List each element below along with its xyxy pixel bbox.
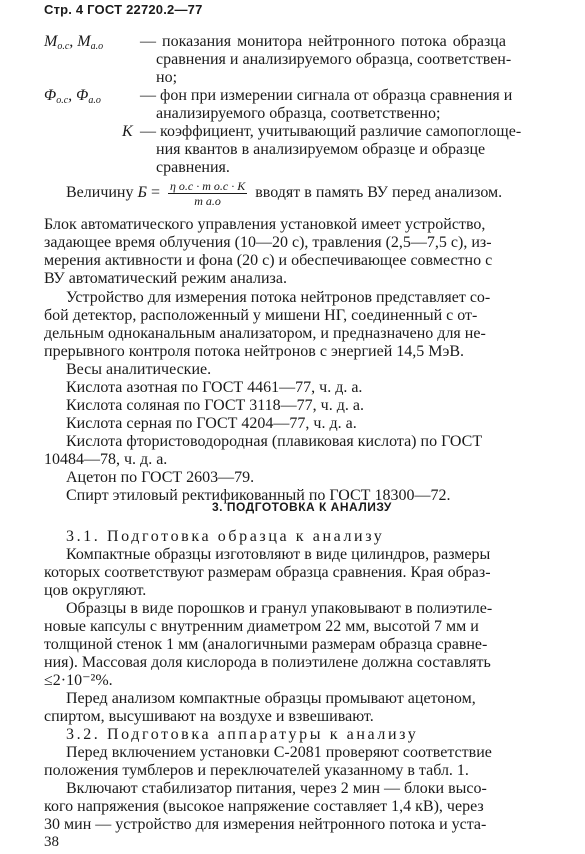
definition-text-line: но;: [156, 69, 178, 86]
body-line: ВУ автоматический режим анализа.: [44, 270, 287, 287]
body-line: Кислота соляная по ГОСТ 3118—77, ч. д. а.: [66, 397, 364, 414]
body-line: Ацетон по ГОСТ 2603—79.: [66, 469, 255, 486]
subsection-heading: 3.2. Подготовка аппаратуры к анализу: [66, 726, 419, 743]
body-line: Образцы в виде порошков и гранул упаковывают в полиэтиле-: [66, 600, 493, 617]
body-line: 10484—78, ч. д. а.: [44, 451, 168, 468]
body-line: 30 мин — устройство для измерения нейтронного потока и уста-: [44, 816, 487, 833]
definition-text-line: — показания монитора нейтронного потока образца: [140, 33, 506, 50]
definition-text-line: — коэффициент, учитывающий различие самопоглоще-: [140, 123, 522, 140]
page-header: Стр. 4 ГОСТ 22720.2—77: [44, 2, 203, 17]
body-line: кого напряжения (высокое напряжение составляет 1,4 кВ), через: [44, 798, 484, 815]
body-line: Перед анализом компактные образцы промывают ацетоном,: [66, 690, 476, 707]
body-line: задающее время облучения (10—20 с), травления (2,5—7,5 с), из-: [44, 234, 492, 251]
body-line: Устройство для измерения потока нейтронов представляет со-: [66, 289, 491, 306]
definition-symbol: K: [122, 123, 133, 140]
subsection-heading: 3.1. Подготовка образца к анализу: [66, 528, 385, 545]
definition-text-line: сравнения и анализируемого образца, соответствен-: [156, 51, 512, 68]
definition-text-line: анализируемого образца, соответственно;: [156, 105, 441, 122]
definition-text-line: сравнения.: [156, 159, 230, 176]
body-line: бой детектор, расположенный у мишени НГ, соединенный с от-: [44, 307, 478, 324]
body-line: толщиной стенок 1 мм (аналогичными размерам образца сравне-: [44, 636, 488, 653]
formula-line: Величину Б = $\frac{\text{η о.с · m о.с · K}}{\text{m а.о}}$ вводят в память ВУ перед анализом.: [66, 178, 503, 208]
definition-symbol: $M_{о.с}$, $M_{а.о}$: [44, 33, 104, 52]
body-line: дельным одноканальным анализатором, и предназначено для не-: [44, 325, 486, 342]
definition-symbol: $\Phi_{о.с}$, $\Phi_{а.о}$: [44, 87, 101, 106]
formula-symbol: Б: [137, 184, 147, 201]
body-line: Включают стабилизатор питания, через 2 мин — блоки высо-: [66, 780, 487, 797]
body-line: прерывного контроля потока нейтронов с энергией 14,5 МэВ.: [44, 343, 465, 360]
section-heading: 3. ПОДГОТОВКА К АНАЛИЗУ: [212, 500, 392, 514]
definition-text-line: ния квантов в анализируемом образце и образце: [156, 141, 486, 158]
body-line: ≤2·10⁻²%.: [44, 672, 113, 689]
body-line: Компактные образцы изготовляют в виде цилиндров, размеры: [66, 546, 491, 563]
body-line: Кислота серная по ГОСТ 4204—77, ч. д. а.: [66, 415, 357, 432]
page-number: 38: [44, 834, 59, 850]
body-line: цов округляют.: [44, 582, 147, 599]
body-line: мерения активности и фона (20 с) и обеспечивающее совместно с: [44, 252, 493, 269]
body-line: ния). Массовая доля кислорода в полиэтилене должна составлять: [44, 654, 491, 671]
body-line: Весы аналитические.: [66, 361, 212, 378]
body-line: положения тумблеров и переключателей указанному в табл. 1.: [44, 762, 469, 779]
body-line: Блок автоматического управления установкой имеет устройство,: [44, 216, 486, 233]
definition-text-line: — фон при измерении сигнала от образца сравнения и: [140, 87, 513, 104]
body-line: которых соответствуют размерам образца сравнения. Края образ-: [44, 564, 491, 581]
formula-fraction: $\frac{\text{η о.с · m о.с · K}}{\text{m а.о}}$: [169, 178, 246, 208]
body-line: новые капсулы с внутренним диаметром 22 мм, высотой 7 мм и: [44, 618, 479, 635]
body-line: Перед включением установки С-2081 проверяют соответствие: [66, 744, 492, 761]
body-line: Кислота фтористоводородная (плавиковая кислота) по ГОСТ: [66, 433, 483, 450]
body-line: Кислота азотная по ГОСТ 4461—77, ч. д. а.: [66, 379, 363, 396]
body-line: Спирт этиловый ректификованный по ГОСТ 18300—72.: [66, 487, 451, 504]
body-line: спиртом, высушивают на воздухе и взвешивают.: [44, 708, 374, 725]
